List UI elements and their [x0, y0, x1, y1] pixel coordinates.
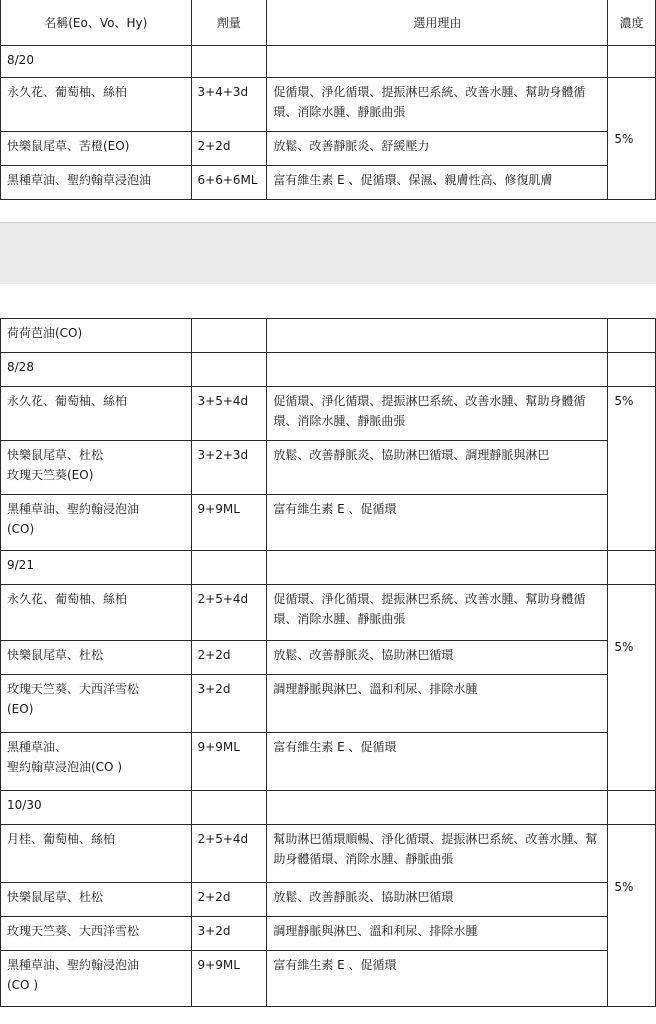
- dose-cell: 9+9ML: [191, 733, 267, 791]
- table-row: [1, 495, 656, 551]
- oil-name-cell: 荷荷芭油(CO): [1, 319, 192, 353]
- header-reason: 選用理由: [267, 0, 608, 46]
- date-row: [1, 791, 656, 825]
- dose-cell: 9+9ML: [191, 495, 267, 551]
- oil-name-cell: 玫瑰天竺葵、大西洋雪松: [1, 917, 192, 951]
- table-row: [1, 641, 656, 675]
- concentration-cell: 5%: [608, 387, 656, 551]
- reason-cell: 促循環、淨化循環、提振淋巴系統、改善水腫、幫助身體循環、消除水腫、靜脈曲張: [267, 585, 608, 641]
- page-gap: [0, 222, 656, 286]
- dose-cell: 3+2+3d: [191, 441, 267, 495]
- table-row: [1, 951, 656, 1007]
- oil-name-cell: 玫瑰天竺葵、大西洋雪松 (EO): [1, 675, 192, 733]
- dose-cell: 2+2d: [191, 132, 267, 166]
- table-header-row: [1, 0, 656, 46]
- reason-cell: 富有維生素 E 、促循環、保濕、親膚性高、修復肌膚: [267, 166, 608, 200]
- date-row: [1, 46, 656, 78]
- document-page-2: [0, 284, 656, 1024]
- table-row: [1, 883, 656, 917]
- oil-name-cell: 黑種草油、聖約翰浸泡油 (CO): [1, 495, 192, 551]
- concentration-cell: 5%: [608, 78, 656, 200]
- date-row: [1, 353, 656, 387]
- dose-cell: 9+9ML: [191, 951, 267, 1007]
- dose-cell: 3+5+4d: [191, 387, 267, 441]
- table-row: [1, 825, 656, 883]
- reason-cell: 促循環、淨化循環、提振淋巴系統、改善水腫、幫助身體循環、消除水腫、靜脈曲張: [267, 78, 608, 132]
- dose-cell: 6+6+6ML: [191, 166, 267, 200]
- dose-cell: 2+5+4d: [191, 825, 267, 883]
- oil-name-cell: 黑種草油、 聖約翰草浸泡油(CO ): [1, 733, 192, 791]
- header-dose: 劑量: [191, 0, 267, 46]
- reason-cell: 放鬆、改善靜脈炎、舒緩壓力: [267, 132, 608, 166]
- oil-name-cell: 永久花、葡萄柚、絲柏: [1, 585, 192, 641]
- header-name: 名稱(Eo、Vo、Hy): [1, 0, 192, 46]
- date-row: [1, 551, 656, 585]
- reason-cell: 富有維生素 E 、促循環: [267, 495, 608, 551]
- concentration-cell: 5%: [608, 825, 656, 1007]
- oil-name-cell: 黑種草油、聖約翰浸泡油 (CO ): [1, 951, 192, 1007]
- recipe-table-1: [0, 0, 656, 200]
- recipe-table-2: [0, 318, 656, 1007]
- table-row: [1, 166, 656, 200]
- reason-cell: 富有維生素 E 、促循環: [267, 951, 608, 1007]
- oil-name-cell: 月桂、葡萄柚、絲柏: [1, 825, 192, 883]
- table-row: [1, 675, 656, 733]
- dose-cell: 2+2d: [191, 641, 267, 675]
- reason-cell: 富有維生素 E 、促循環: [267, 733, 608, 791]
- document-page-1: [0, 0, 656, 222]
- table-row: [1, 585, 656, 641]
- table-row: [1, 387, 656, 441]
- table-row: [1, 319, 656, 353]
- table-row: [1, 78, 656, 132]
- oil-name-cell: 黑種草油、聖約翰草浸泡油: [1, 166, 192, 200]
- oil-name-cell: 快樂鼠尾草、杜松: [1, 641, 192, 675]
- header-conc: 濃度: [608, 0, 656, 46]
- dose-cell: 2+2d: [191, 883, 267, 917]
- dose-cell: 3+2d: [191, 917, 267, 951]
- oil-name-cell: 快樂鼠尾草、杜松: [1, 883, 192, 917]
- reason-cell: 促循環、淨化循環、提振淋巴系統、改善水腫、幫助身體循環、消除水腫、靜脈曲張: [267, 387, 608, 441]
- oil-name-cell: 快樂鼠尾草、杜松 玫瑰天竺葵(EO): [1, 441, 192, 495]
- date-cell: 9/21: [1, 551, 192, 585]
- concentration-cell: 5%: [608, 585, 656, 791]
- reason-cell: 放鬆、改善靜脈炎、協助淋巴循環: [267, 883, 608, 917]
- reason-cell: 調理靜脈與淋巴、溫和利尿、排除水腫: [267, 917, 608, 951]
- table-row: [1, 441, 656, 495]
- oil-name-cell: 快樂鼠尾草、苦橙(EO): [1, 132, 192, 166]
- reason-cell: 幫助淋巴循環順暢、淨化循環、提振淋巴系統、改善水腫、幫助身體循環、消除水腫、靜脈曲張: [267, 825, 608, 883]
- dose-cell: 3+2d: [191, 675, 267, 733]
- table-row: [1, 132, 656, 166]
- reason-cell: 放鬆、改善靜脈炎、協助淋巴循環: [267, 641, 608, 675]
- table-row: [1, 733, 656, 791]
- date-cell: 8/20: [1, 46, 192, 78]
- reason-cell: 調理靜脈與淋巴、溫和利尿、排除水腫: [267, 675, 608, 733]
- oil-name-cell: 永久花、葡萄柚、絲柏: [1, 78, 192, 132]
- date-cell: 10/30: [1, 791, 192, 825]
- oil-name-cell: 永久花、葡萄柚、絲柏: [1, 387, 192, 441]
- reason-cell: 放鬆、改善靜脈炎、協助淋巴循環、調理靜脈與淋巴: [267, 441, 608, 495]
- date-cell: 8/28: [1, 353, 192, 387]
- dose-cell: 2+5+4d: [191, 585, 267, 641]
- dose-cell: 3+4+3d: [191, 78, 267, 132]
- table-row: [1, 917, 656, 951]
